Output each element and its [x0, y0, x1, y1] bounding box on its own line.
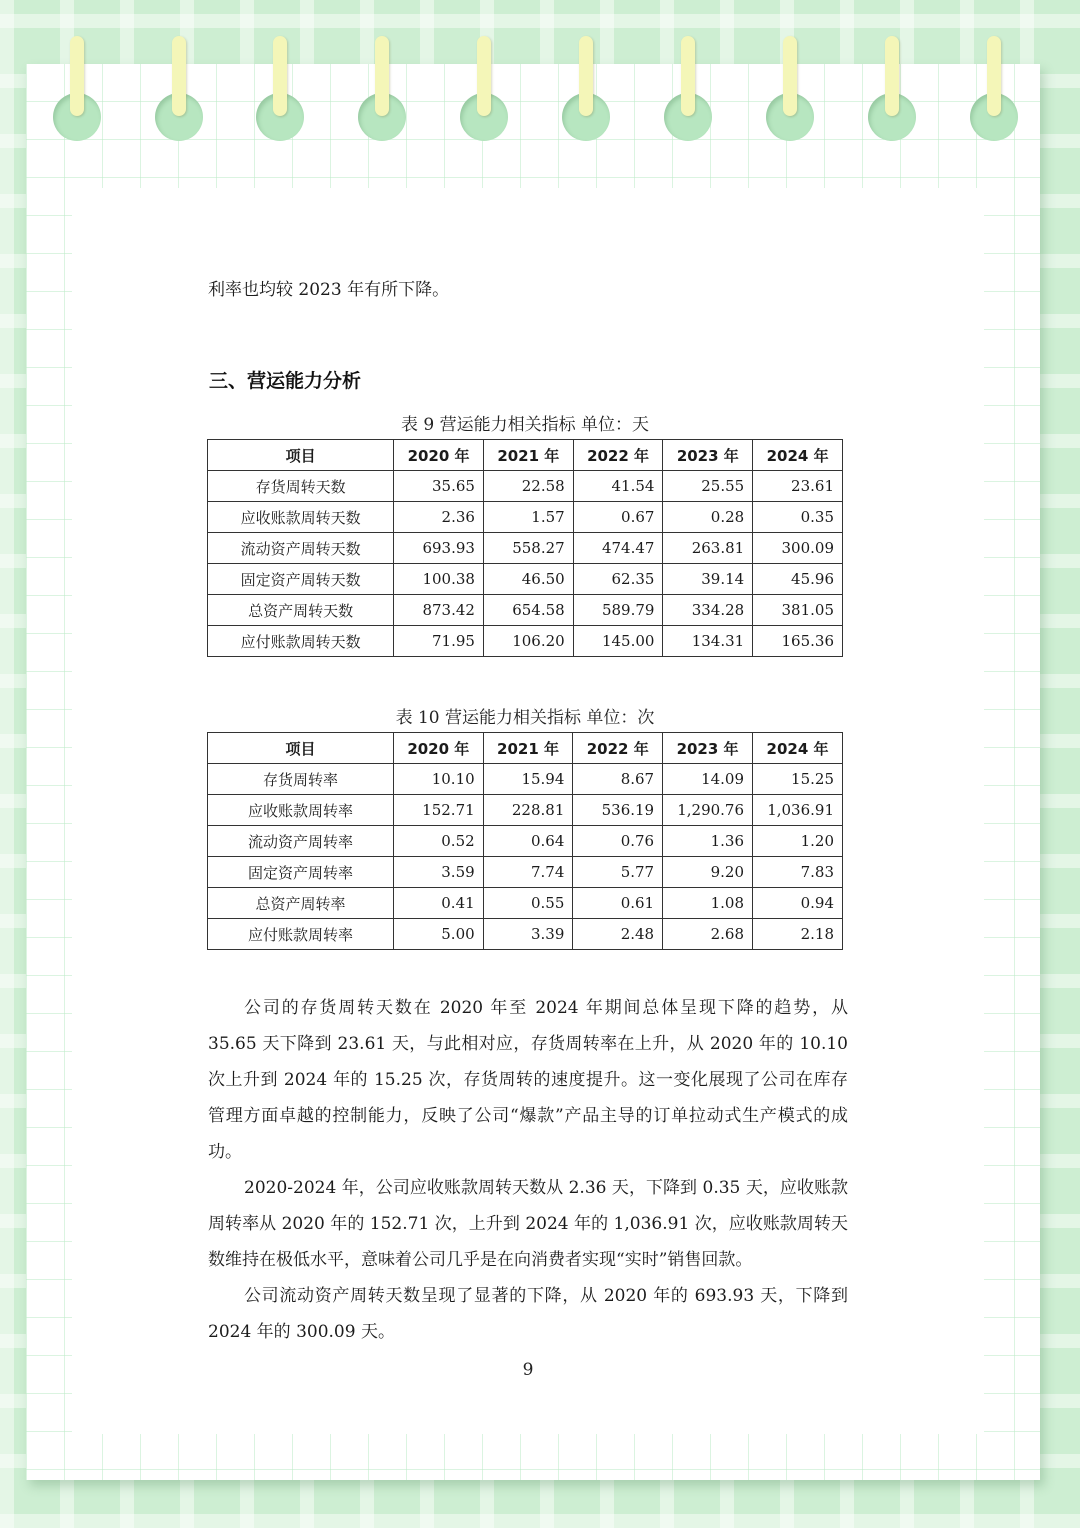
table-cell: 22.58: [483, 471, 573, 502]
table-cell: 15.94: [483, 764, 573, 795]
header-cell: 2020 年: [393, 733, 483, 764]
paragraph-receivables: 2020-2024 年，公司应收账款周转天数从 2.36 天，下降到 0.35 天，应收账款周转率从 2020 年的 152.71 次，上升到 2024 年的 1,036.91 次，应收账款周转天数维持在极低水平，意味着公司几乎是在向消费者实现“实时”销售回款。: [208, 1178, 848, 1270]
table-cell: 15.25: [753, 764, 843, 795]
paragraph-current-assets: 公司流动资产周转天数呈现了显著的下降，从 2020 年的 693.93 天，下降到 2024 年的 300.09 天。: [208, 1286, 848, 1342]
table-cell: 41.54: [573, 471, 663, 502]
header-cell: 2020 年: [394, 440, 484, 471]
row-label: 存货周转率: [208, 764, 394, 795]
table-cell: 654.58: [483, 595, 573, 626]
table-cell: 474.47: [573, 533, 663, 564]
table-cell: 7.83: [753, 857, 843, 888]
row-label: 应付账款周转天数: [208, 626, 394, 657]
table-cell: 2.48: [573, 919, 663, 950]
table-cell: 558.27: [483, 533, 573, 564]
row-label: 固定资产周转率: [208, 857, 394, 888]
header-cell: 2023 年: [663, 440, 753, 471]
table-row: [208, 502, 843, 533]
header-cell: 2022 年: [573, 733, 663, 764]
table10: [207, 732, 843, 950]
table-row: [208, 857, 843, 888]
binder-ring: [375, 36, 389, 116]
table-cell: 300.09: [753, 533, 843, 564]
table-cell: 2.18: [753, 919, 843, 950]
row-label: 流动资产周转天数: [208, 533, 394, 564]
table-cell: 0.35: [753, 502, 843, 533]
table-cell: 228.81: [483, 795, 573, 826]
binder-ring: [681, 36, 695, 116]
table-cell: 134.31: [663, 626, 753, 657]
row-label: 应收账款周转天数: [208, 502, 394, 533]
binder-ring: [783, 36, 797, 116]
table-cell: 71.95: [394, 626, 484, 657]
table-cell: 1.36: [663, 826, 753, 857]
table-cell: 5.77: [573, 857, 663, 888]
table-cell: 39.14: [663, 564, 753, 595]
table-cell: 2.36: [394, 502, 484, 533]
table-cell: 152.71: [393, 795, 483, 826]
header-cell: 2024 年: [753, 440, 843, 471]
row-label: 应付账款周转率: [208, 919, 394, 950]
table-cell: 145.00: [573, 626, 663, 657]
intro-line: 利率也均较 2023 年有所下降。: [208, 280, 450, 300]
table-cell: 334.28: [663, 595, 753, 626]
table-row: [208, 919, 843, 950]
table-header-row: [208, 733, 843, 764]
header-cell: 2024 年: [753, 733, 843, 764]
table10-caption: 表 10 营运能力相关指标 单位：次: [395, 708, 655, 728]
table-cell: 9.20: [663, 857, 753, 888]
binder-ring: [273, 36, 287, 116]
table-cell: 263.81: [663, 533, 753, 564]
table-cell: 0.61: [573, 888, 663, 919]
table-row: [208, 564, 843, 595]
document-page: [72, 188, 984, 1434]
table-cell: 589.79: [573, 595, 663, 626]
table-row: [208, 626, 843, 657]
row-label: 流动资产周转率: [208, 826, 394, 857]
table-cell: 381.05: [753, 595, 843, 626]
binder-ring: [987, 36, 1001, 116]
table-row: [208, 795, 843, 826]
table-cell: 45.96: [753, 564, 843, 595]
table-cell: 14.09: [663, 764, 753, 795]
header-cell: 项目: [208, 733, 394, 764]
table-row: [208, 888, 843, 919]
row-label: 总资产周转天数: [208, 595, 394, 626]
body-text: [208, 990, 848, 1350]
binder-ring: [477, 36, 491, 116]
table-cell: 165.36: [753, 626, 843, 657]
header-cell: 2022 年: [573, 440, 663, 471]
table-cell: 23.61: [753, 471, 843, 502]
row-label: 总资产周转率: [208, 888, 394, 919]
table-cell: 46.50: [483, 564, 573, 595]
table-cell: 0.55: [483, 888, 573, 919]
table-row: [208, 595, 843, 626]
table-cell: 10.10: [393, 764, 483, 795]
table-cell: 536.19: [573, 795, 663, 826]
binder-ring: [579, 36, 593, 116]
table-cell: 1.57: [483, 502, 573, 533]
table-cell: 873.42: [394, 595, 484, 626]
table-cell: 3.39: [483, 919, 573, 950]
table-cell: 35.65: [394, 471, 484, 502]
table-row: [208, 826, 843, 857]
binder-ring: [885, 36, 899, 116]
table-cell: 100.38: [394, 564, 484, 595]
table-cell: 0.76: [573, 826, 663, 857]
row-label: 存货周转天数: [208, 471, 394, 502]
table-cell: 0.67: [573, 502, 663, 533]
header-cell: 2021 年: [483, 733, 573, 764]
table-cell: 0.41: [393, 888, 483, 919]
table-row: [208, 533, 843, 564]
section-heading: 三、营运能力分析: [209, 370, 362, 392]
table-header-row: [208, 440, 843, 471]
binder-ring: [172, 36, 186, 116]
table-cell: 0.64: [483, 826, 573, 857]
table-cell: 1,036.91: [753, 795, 843, 826]
table-cell: 5.00: [393, 919, 483, 950]
table-cell: 25.55: [663, 471, 753, 502]
table-cell: 1.08: [663, 888, 753, 919]
table9: [207, 439, 843, 657]
header-cell: 项目: [208, 440, 394, 471]
table-cell: 62.35: [573, 564, 663, 595]
table-cell: 1.20: [753, 826, 843, 857]
table9-caption: 表 9 营运能力相关指标 单位：天: [400, 415, 650, 435]
table-cell: 8.67: [573, 764, 663, 795]
paragraph-inventory: 公司的存货周转天数在 2020 年至 2024 年期间总体呈现下降的趋势，从 35.65 天下降到 23.61 天，与此相对应，存货周转率在上升，从 2020 年的 10.10 次上升到 2024 年的 15.25 次，存货周转的速度提升。这一变化展现了公司在库存管理方面卓越的控制能力，反映了公司“爆款”产品主导的订单拉动式生产模式的成功。: [208, 998, 848, 1162]
table-cell: 106.20: [483, 626, 573, 657]
table-cell: 0.94: [753, 888, 843, 919]
table-cell: 0.28: [663, 502, 753, 533]
header-cell: 2023 年: [663, 733, 753, 764]
table-cell: 7.74: [483, 857, 573, 888]
table-row: [208, 471, 843, 502]
row-label: 应收账款周转率: [208, 795, 394, 826]
table-cell: 2.68: [663, 919, 753, 950]
table-row: [208, 764, 843, 795]
binder-ring: [70, 36, 84, 116]
table-cell: 0.52: [393, 826, 483, 857]
table-cell: 693.93: [394, 533, 484, 564]
page-number: 9: [522, 1360, 534, 1380]
table-cell: 1,290.76: [663, 795, 753, 826]
row-label: 固定资产周转天数: [208, 564, 394, 595]
table-cell: 3.59: [393, 857, 483, 888]
header-cell: 2021 年: [483, 440, 573, 471]
